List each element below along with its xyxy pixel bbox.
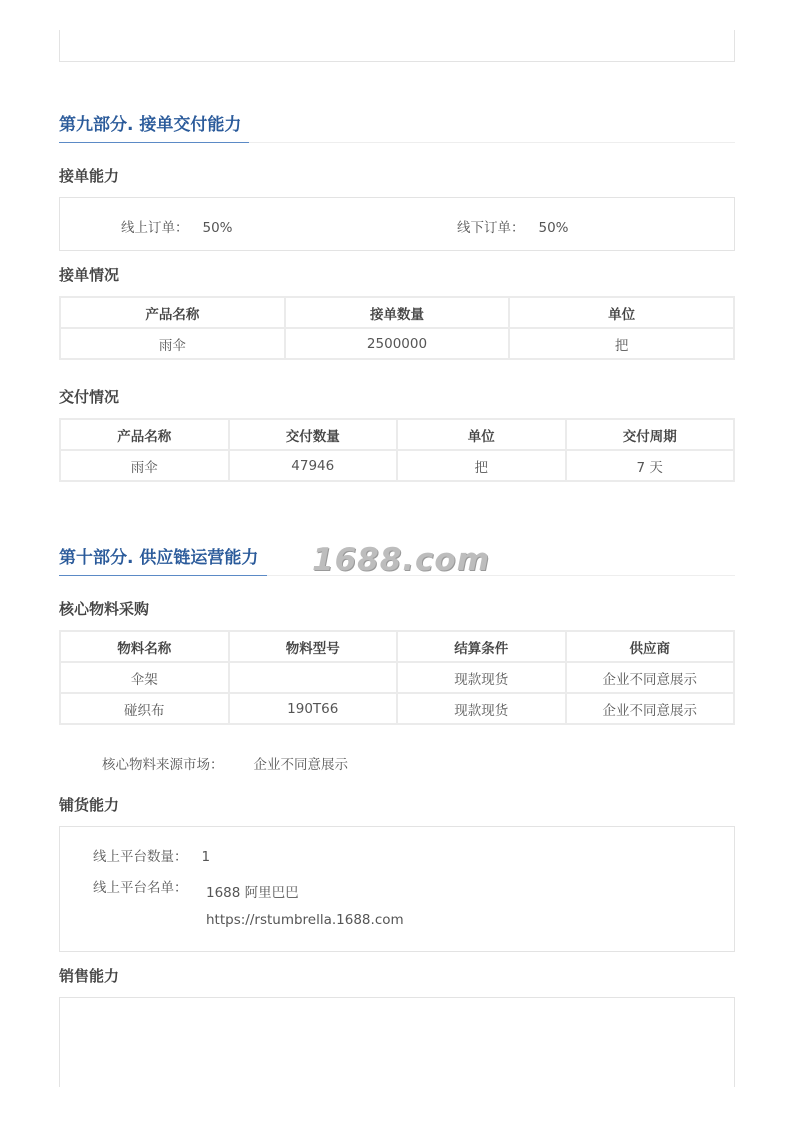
table-cell: 企业不同意展示 (566, 662, 735, 693)
table-header-cell: 物料名称 (60, 631, 229, 662)
table-row (60, 693, 734, 724)
table-cell: 47946 (229, 450, 398, 481)
table-header-row (60, 297, 734, 328)
core-materials-table (59, 630, 735, 725)
table-row (60, 450, 734, 481)
table-header-cell: 产品名称 (60, 419, 229, 450)
part10-rule-accent (59, 575, 267, 576)
table-header-cell: 交付周期 (566, 419, 735, 450)
table-header-row (60, 631, 734, 662)
source-market (102, 753, 348, 773)
delivery-status-title: 交付情况 (59, 388, 120, 406)
table-header-cell: 接单数量 (285, 297, 510, 328)
table-cell: 190T66 (229, 693, 398, 724)
platform-name-1: 1688 阿里巴巴 (206, 885, 299, 901)
online-orders (121, 216, 233, 236)
table-cell: 现款现货 (397, 693, 566, 724)
table-header-cell: 结算条件 (397, 631, 566, 662)
table-cell: 2500000 (285, 328, 510, 359)
table-header-cell: 交付数量 (229, 419, 398, 450)
watermark-logo: 1688.com (312, 542, 491, 578)
sales-title: 销售能力 (59, 967, 120, 985)
online-orders-label: 线上订单： (121, 220, 189, 236)
order-capacity-title: 接单能力 (59, 167, 120, 185)
table-cell: 企业不同意展示 (566, 693, 735, 724)
table-cell: 雨伞 (60, 328, 285, 359)
source-market-label: 核心物料来源市场： (102, 757, 224, 773)
order-status-title: 接单情况 (59, 266, 120, 284)
platform-name-label: 线上平台名单： (93, 880, 188, 896)
offline-orders-label: 线下订单： (457, 220, 525, 236)
platform-count (93, 845, 210, 865)
part10-title: 第十部分. 供应链运营能力 (59, 548, 259, 568)
table-header-cell: 单位 (397, 419, 566, 450)
delivery-status-table (59, 418, 735, 482)
order-status-table (59, 296, 735, 360)
offline-orders-value: 50% (538, 220, 569, 236)
table-header-cell: 供应商 (566, 631, 735, 662)
online-orders-value: 50% (202, 220, 233, 236)
table-header-row (60, 419, 734, 450)
table-cell: 现款现货 (397, 662, 566, 693)
table-header-cell: 物料型号 (229, 631, 398, 662)
table-cell (229, 662, 398, 693)
platform-count-label: 线上平台数量： (93, 849, 188, 865)
table-header-cell: 产品名称 (60, 297, 285, 328)
table-cell: 碰织布 (60, 693, 229, 724)
table-cell: 把 (509, 328, 734, 359)
sales-box (59, 997, 735, 1087)
table-row (60, 328, 734, 359)
core-materials-title: 核心物料采购 (59, 600, 150, 618)
table-cell: 把 (397, 450, 566, 481)
part9-rule-accent (59, 142, 249, 143)
distribution-title: 铺货能力 (59, 796, 120, 814)
table-cell: 伞架 (60, 662, 229, 693)
table-header-cell: 单位 (509, 297, 734, 328)
part9-title: 第九部分. 接单交付能力 (59, 115, 242, 135)
offline-orders (457, 216, 569, 236)
table-row (60, 662, 734, 693)
source-market-value: 企业不同意展示 (253, 757, 348, 773)
table-cell: 7 天 (566, 450, 735, 481)
platform-link[interactable]: https://rstumbrella.1688.com (206, 912, 404, 928)
previous-section-box (59, 30, 735, 62)
table-cell: 雨伞 (60, 450, 229, 481)
platform-count-value: 1 (201, 849, 211, 865)
